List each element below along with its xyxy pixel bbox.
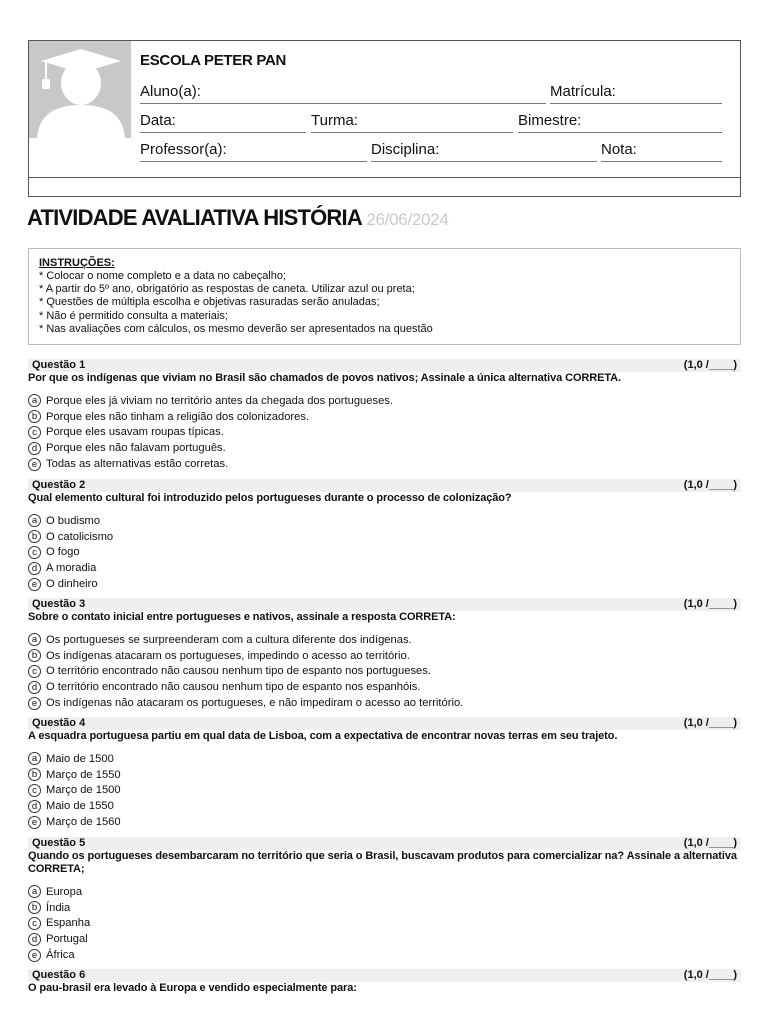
option-radio[interactable]: a [28,394,41,407]
question-text: O pau-brasil era levado à Europa e vendido especialmente para: [28,982,357,994]
option-radio[interactable]: a [28,885,41,898]
aluno-field[interactable]: Aluno(a): [140,83,546,104]
option-text: Porque eles não falavam português. [46,442,226,455]
option-c[interactable] [28,425,741,441]
question-bar [28,598,741,611]
option-radio[interactable]: b [28,410,41,423]
nota-field[interactable]: Nota: [601,141,722,162]
option-radio[interactable]: c [28,546,41,559]
option-radio[interactable]: c [28,426,41,439]
option-radio[interactable]: b [28,768,41,781]
option-text: Março de 1550 [46,768,121,781]
option-d[interactable] [28,931,741,947]
option-radio[interactable]: d [28,442,41,455]
professor-field[interactable]: Professor(a): [140,141,367,162]
question-text: Por que os indígenas que viviam no Brasil são chamados de povos nativos; Assinale a única alternativa CORRETA. [28,372,621,384]
option-text: Todas as alternativas estão corretas. [46,458,229,471]
title-main: ATIVIDADE AVALIATIVA HISTÓRIA [27,205,362,230]
question-score: (1,0 /____) [683,598,737,610]
option-text: O dinheiro [46,578,98,591]
option-radio[interactable]: a [28,633,41,646]
question-score: (1,0 /____) [683,479,737,491]
option-text: Porque eles já viviam no território antes da chegada dos portugueses. [46,394,394,407]
bimestre-field[interactable]: Bimestre: [518,112,722,133]
option-c[interactable] [28,545,741,561]
question-4 [28,717,741,830]
option-radio[interactable]: b [28,530,41,543]
data-field[interactable]: Data: [140,112,306,133]
question-1 [28,359,741,472]
option-e[interactable] [28,695,741,711]
option-radio[interactable]: a [28,752,41,765]
option-text: Março de 1560 [46,816,121,829]
options-list [28,513,741,592]
question-5 [28,837,741,963]
options-list [28,884,741,963]
option-radio[interactable]: b [28,901,41,914]
question-text: Quando os portugueses desembarcaram no território que seria o Brasil, buscavam produtos para comercializar na? Assinale a alternativa CORRETA; [28,850,737,875]
option-text: Maio de 1550 [46,800,114,813]
option-c[interactable] [28,916,741,932]
question-label: Questão 1 [32,359,86,371]
question-label: Questão 3 [32,598,86,610]
option-text: Porque eles usavam roupas típicas. [46,426,224,439]
header-box [28,40,741,197]
option-radio[interactable]: e [28,697,41,710]
option-a[interactable] [28,393,741,409]
option-text: Porque eles não tinham a religião dos colonizadores. [46,410,310,423]
options-list [28,632,741,711]
option-text: Espanha [46,917,91,930]
school-name: ESCOLA PETER PAN [140,52,287,69]
option-d[interactable] [28,440,741,456]
option-a[interactable] [28,632,741,648]
option-c[interactable] [28,783,741,799]
options-list [28,393,741,472]
question-6 [28,969,741,995]
option-b[interactable] [28,767,741,783]
option-text: O fogo [46,546,80,559]
turma-field[interactable]: Turma: [311,112,513,133]
option-b[interactable] [28,529,741,545]
disciplina-field[interactable]: Disciplina: [371,141,597,162]
option-text: Índia [46,901,71,914]
question-bar [28,969,741,982]
question-text: A esquadra portuguesa partiu em qual data de Lisboa, com a expectativa de encontrar novas terras em seu trajeto. [28,730,618,742]
question-label: Questão 5 [32,837,86,849]
option-e[interactable] [28,947,741,963]
option-text: Maio de 1500 [46,752,114,765]
option-radio[interactable]: d [28,933,41,946]
question-bar [28,479,741,492]
instruction-line: * Colocar o nome completo e a data no cabeçalho; [39,270,287,282]
option-radio[interactable]: e [28,458,41,471]
option-e[interactable] [28,456,741,472]
question-score: (1,0 /____) [683,717,737,729]
instruction-line: * Não é permitido consulta a materiais; [39,309,228,322]
instruction-line: * A partir do 5º ano, obrigatório as respostas de caneta. Utilizar azul ou preta; [39,283,415,296]
instructions-box [28,248,741,345]
instructions-heading: INSTRUÇÕES: [39,257,115,269]
option-a[interactable] [28,884,741,900]
option-radio[interactable]: d [28,562,41,575]
page-title [27,205,449,231]
option-d[interactable] [28,679,741,695]
title-date: 26/06/2024 [366,210,449,229]
option-radio[interactable]: e [28,816,41,829]
option-radio[interactable]: b [28,649,41,662]
option-radio[interactable]: d [28,800,41,813]
option-c[interactable] [28,664,741,680]
option-radio[interactable]: e [28,949,41,962]
question-label: Questão 2 [32,479,86,491]
option-e[interactable] [28,814,741,830]
option-a[interactable] [28,751,741,767]
options-list [28,751,741,830]
option-text: O budismo [46,514,101,527]
option-radio[interactable]: e [28,578,41,591]
option-a[interactable] [28,513,741,529]
question-label: Questão 4 [32,717,86,729]
question-score: (1,0 /____) [683,837,737,849]
question-text: Sobre o contato inicial entre portugueses e nativos, assinale a resposta CORRETA: [28,611,456,623]
option-text: O território encontrado não causou nenhum tipo de espanto nos espanhóis. [46,681,421,694]
option-text: Os indígenas atacaram os portugueses, impedindo o acesso ao território. [46,649,410,662]
option-text: A moradia [46,562,97,575]
option-b[interactable] [28,648,741,664]
option-d[interactable] [28,798,741,814]
question-bar [28,359,741,372]
option-text: Os indígenas não atacaram os portugueses, e não impediram o acesso ao território. [46,697,464,710]
option-radio[interactable]: c [28,665,41,678]
option-text: Março de 1500 [46,784,121,797]
instruction-line: * Questões de múltipla escolha e objetivas rasuradas serão anuladas; [39,296,380,309]
question-bar [28,837,741,850]
option-text: O território encontrado não causou nenhum tipo de espanto nos portugueses. [46,665,431,678]
question-2 [28,479,741,592]
option-text: Portugal [46,933,88,946]
option-e[interactable] [28,576,741,592]
option-radio[interactable]: c [28,917,41,930]
question-score: (1,0 /____) [683,359,737,371]
header-strip [29,177,740,196]
instruction-line: * Nas avaliações com cálculos, os mesmo deverão ser apresentados na questão [39,322,433,335]
question-text: Qual elemento cultural foi introduzido pelos portugueses durante o processo de colonização? [28,492,512,504]
option-text: África [46,949,75,962]
student-avatar-icon [29,41,131,138]
option-radio[interactable]: c [28,784,41,797]
question-bar [28,717,741,730]
option-radio[interactable]: a [28,514,41,527]
option-b[interactable] [28,900,741,916]
option-d[interactable] [28,560,741,576]
option-text: O catolicismo [46,530,114,543]
question-label: Questão 6 [32,969,86,981]
option-text: Os portugueses se surpreenderam com a cultura diferente dos indígenas. [46,633,412,646]
question-score: (1,0 /____) [683,969,737,981]
option-radio[interactable]: d [28,681,41,694]
option-text: Europa [46,885,83,898]
option-b[interactable] [28,409,741,425]
matricula-field[interactable]: Matrícula: [550,83,722,104]
question-3 [28,598,741,711]
